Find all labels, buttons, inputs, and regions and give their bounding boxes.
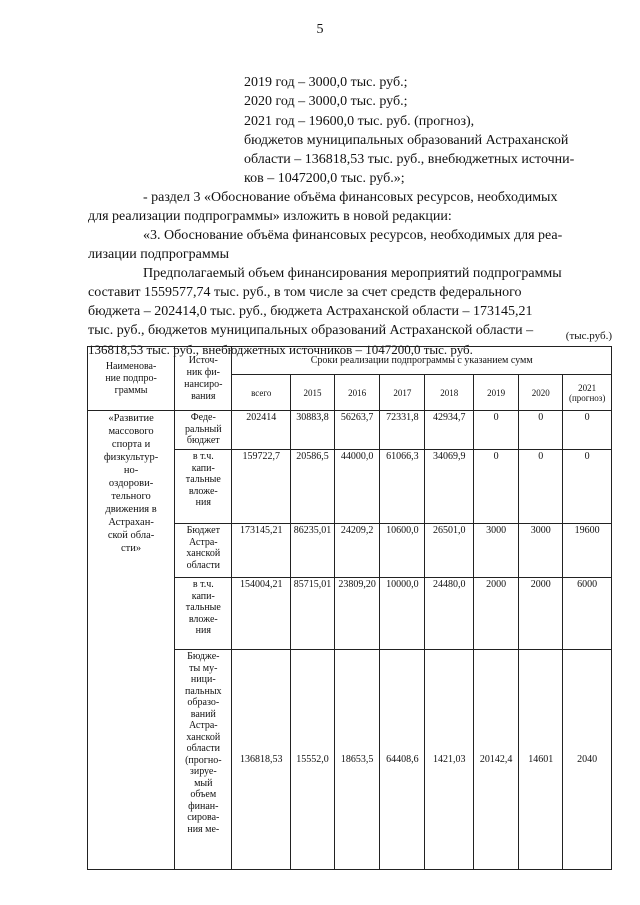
col-header-2015: 2015	[290, 375, 334, 411]
source-cell	[175, 524, 232, 578]
source-label: в т.ч. капи- тальные вложе- ния	[185, 451, 221, 508]
col-header-2021-text: 2021 (прогноз)	[568, 382, 606, 403]
col-header-2018: 2018	[425, 375, 474, 411]
section-instruction-line-2: для реализации подпрограммы» изложить в новой редакции:	[88, 209, 452, 224]
value-cell: 10600,0	[380, 524, 425, 578]
source-label: Бюдже- ты му- ници- пальных образо- ваний Астра- ханской области (прогно- зируе- мый объем финан- сирова- ния ме-	[185, 651, 222, 835]
col-header-program	[88, 347, 175, 411]
source-label: в т.ч. капи- тальные вложе- ния	[185, 579, 221, 636]
value-cell: 26501,0	[425, 524, 474, 578]
value-cell: 0	[473, 450, 518, 524]
value-cell: 30883,8	[290, 411, 334, 450]
value-cell: 56263,7	[335, 411, 380, 450]
value-cell: 0	[563, 450, 612, 524]
program-name: «Развитие массового спорта и физкультур- но- оздорови- тельного движения в Астрахан- ской обла- сти»	[103, 413, 159, 554]
col-header-source	[175, 347, 232, 411]
section-heading-line-2: лизации подпрограммы	[88, 247, 229, 262]
value-cell: 1421,03	[425, 650, 474, 870]
value-cell: 72331,8	[380, 411, 425, 450]
col-header-period: Сроки реализации подпрограммы с указанием сумм	[232, 347, 612, 375]
funding-2021-line: 2021 год – 19600,0 тыс. руб. (прогноз),	[244, 114, 475, 129]
source-cell	[175, 578, 232, 650]
paragraph-line-2: составит 1559577,74 тыс. руб., в том числе за счет средств федерального	[88, 285, 522, 300]
value-cell: 2000	[519, 578, 563, 650]
col-header-total: всего	[232, 375, 290, 411]
municipal-budget-line-2: области – 136818,53 тыс. руб., внебюджетных источни-	[244, 152, 575, 167]
value-cell: 64408,6	[380, 650, 425, 870]
source-label: Феде- ральный бюджет	[185, 412, 222, 446]
extrabudget-line: ков – 1047200,0 тыс. руб.»;	[244, 171, 405, 186]
paragraph-line-3: бюджета – 202414,0 тыс. руб., бюджета Астраханской области – 173145,21	[88, 304, 533, 319]
value-cell: 19600	[563, 524, 612, 578]
value-cell: 44000,0	[335, 450, 380, 524]
value-cell: 34069,9	[425, 450, 474, 524]
value-cell: 61066,3	[380, 450, 425, 524]
value-cell: 3000	[519, 524, 563, 578]
value-cell: 20586,5	[290, 450, 334, 524]
value-cell: 23809,20	[335, 578, 380, 650]
col-header-2021	[563, 375, 612, 411]
program-name-cell	[88, 411, 175, 870]
table-row	[88, 411, 612, 450]
source-cell	[175, 411, 232, 450]
paragraph-line-4: тыс. руб., бюджетов муниципальных образований Астраханской области –	[88, 323, 534, 338]
value-cell: 3000	[473, 524, 518, 578]
source-cell	[175, 450, 232, 524]
value-cell: 0	[519, 450, 563, 524]
col-header-source-text: Источ- ник фи- нансиро- вания	[184, 354, 223, 402]
financing-table	[87, 346, 612, 870]
value-cell: 202414	[232, 411, 290, 450]
value-cell: 14601	[519, 650, 563, 870]
value-cell: 0	[563, 411, 612, 450]
paragraph-line-1: Предполагаемый объем финансирования мероприятий подпрограммы	[143, 266, 562, 281]
unit-note: (тыс.руб.)	[565, 330, 612, 342]
value-cell: 0	[473, 411, 518, 450]
col-header-2019: 2019	[473, 375, 518, 411]
paragraph-line-5: 136818,53 тыс. руб., внебюджетных источников – 1047200,0 тыс. руб.	[88, 342, 473, 357]
source-cell	[175, 650, 232, 870]
value-cell: 85715,01	[290, 578, 334, 650]
source-label: Бюджет Астра- ханской области	[186, 525, 221, 571]
value-cell: 24480,0	[425, 578, 474, 650]
value-cell: 18653,5	[335, 650, 380, 870]
value-cell: 136818,53	[232, 650, 290, 870]
value-cell: 154004,21	[232, 578, 290, 650]
value-cell: 173145,21	[232, 524, 290, 578]
value-cell: 42934,7	[425, 411, 474, 450]
value-cell: 20142,4	[473, 650, 518, 870]
col-header-2016: 2016	[335, 375, 380, 411]
col-header-program-text: Наименова- ние подпро- граммы	[105, 360, 157, 396]
page-number: 5	[316, 22, 324, 37]
value-cell: 2040	[563, 650, 612, 870]
value-cell: 159722,7	[232, 450, 290, 524]
col-header-2017: 2017	[380, 375, 425, 411]
value-cell: 2000	[473, 578, 518, 650]
value-cell: 24209,2	[335, 524, 380, 578]
col-header-2020: 2020	[519, 375, 563, 411]
section-instruction-line-1: - раздел 3 «Обоснование объёма финансовых ресурсов, необходимых	[143, 190, 558, 205]
value-cell: 10000,0	[380, 578, 425, 650]
funding-2019-line: 2019 год – 3000,0 тыс. руб.;	[244, 75, 408, 90]
value-cell: 15552,0	[290, 650, 334, 870]
municipal-budget-line: бюджетов муниципальных образований Астраханской	[244, 133, 569, 148]
section-heading-line-1: «3. Обоснование объёма финансовых ресурсов, необходимых для реа-	[143, 228, 563, 243]
value-cell: 86235,01	[290, 524, 334, 578]
funding-2020-line: 2020 год – 3000,0 тыс. руб.;	[244, 94, 408, 109]
value-cell: 6000	[563, 578, 612, 650]
value-cell: 0	[519, 411, 563, 450]
